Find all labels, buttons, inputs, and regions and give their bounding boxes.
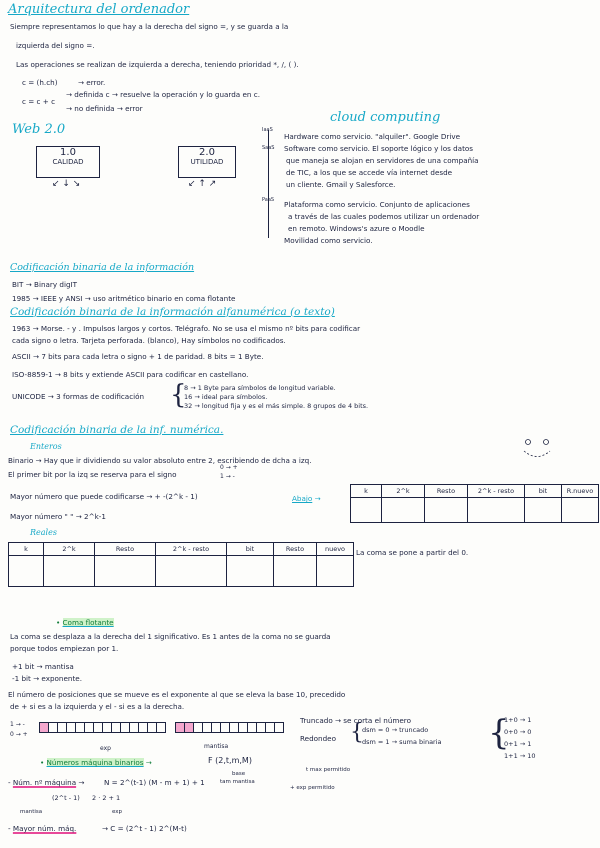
- table-header-row: [9, 543, 354, 556]
- text-line: La coma se pone a partir del 0.: [356, 548, 469, 557]
- table-header: Resto: [274, 543, 317, 556]
- table-cell: [44, 556, 95, 587]
- cloud-iaas-text: Hardware como servicio. "alquiler". Google Drive: [284, 132, 461, 141]
- unicode-form: 16 → ideal para símbolos.: [184, 393, 268, 401]
- cloud-paas-text: a través de las cuales podemos utilizar un ordenador: [288, 212, 480, 221]
- formula-note: (2^t - 1): [52, 794, 80, 802]
- sign-note: 1 → -: [220, 473, 235, 480]
- numeros-maquina-label: • Números máquina binarios →: [40, 758, 152, 767]
- table-cell: [562, 498, 599, 523]
- table-cell: [317, 556, 354, 587]
- table-cell: [156, 556, 227, 587]
- web-1-box: [36, 146, 100, 178]
- formula: c = c + c: [22, 97, 56, 106]
- bit-cell: [156, 722, 166, 733]
- formula-note: tam mantisa: [220, 779, 255, 785]
- binary-sum: 0+1 → 1: [504, 740, 532, 748]
- cloud-saas-text: que maneja se alojan en servidores de una compañía: [286, 156, 479, 165]
- formula: c = (h.ch): [22, 78, 58, 87]
- cloud-maas-text: Movilidad como servicio.: [284, 236, 373, 245]
- formula-note: t max permitido: [306, 767, 351, 773]
- section-title-arquitectura: Arquitectura del ordenador: [8, 2, 190, 17]
- text-line: UNICODE → 3 formas de codificación: [12, 392, 145, 401]
- table-header: Resto: [425, 485, 468, 498]
- machine-formula: F (2,t,m,M): [208, 756, 252, 765]
- mayor-label: - Mayor núm. máq.: [8, 824, 77, 833]
- table-header: 2^k - resto: [468, 485, 525, 498]
- text-line: -1 bit → exponente.: [12, 674, 82, 683]
- formula-result: → error.: [78, 78, 106, 87]
- arrows-icon: ↙ ↓ ↘: [52, 179, 81, 189]
- table-cell: [425, 498, 468, 523]
- bit-cell: [274, 722, 284, 733]
- brace-icon: {: [350, 720, 364, 745]
- cloud-saas-text: de TIC, a los que se accede vía internet desde: [286, 168, 453, 177]
- table-header: R.nuevo: [562, 485, 599, 498]
- unicode-form: 8 → 1 Byte para símbolos de longitud variable.: [184, 384, 336, 392]
- table-cell: [525, 498, 562, 523]
- subtitle-coma-flotante-text: Coma flotante: [62, 618, 114, 627]
- text-line: cada signo o letra. Tarjeta perforada. (blanco), Hay símbolos no codificados.: [12, 336, 286, 345]
- table-cell: [351, 498, 382, 523]
- binary-sum: 0+0 → 0: [504, 728, 532, 736]
- paas-tag: PaaS: [262, 197, 275, 203]
- table-header: 2^k: [44, 543, 95, 556]
- numeros-maquina-text: Números máquina binarios: [46, 758, 144, 767]
- top-conversion-table: [350, 484, 599, 523]
- text-line: Mayor número que puede codificarse → + -(2^k - 1): [10, 492, 198, 501]
- text-line: La coma se desplaza a la derecha del 1 significativo. Es 1 antes de la coma no se guarda: [10, 632, 331, 641]
- sign-note: 0 → +: [10, 731, 28, 738]
- mayor-formula: → C = (2^t - 1) 2^(M-t): [102, 824, 187, 833]
- text-line: BIT → Binary digIT: [12, 280, 78, 289]
- section-title-alfanumerica: Codificación binaria de la información alfanumérica (o texto): [10, 306, 335, 318]
- formula-note: base: [232, 771, 246, 777]
- cloud-saas-text: Software como servicio. El soporte lógico y los datos: [284, 144, 474, 153]
- text-line: El número de posiciones que se mueve es el exponente al que se eleva la base 10, precedido: [8, 690, 346, 699]
- text-line: Siempre representamos lo que hay a la derecha del signo =, y se guarda a la: [10, 22, 289, 31]
- formula-branch: → definida c → resuelve la operación y lo guarda en c.: [66, 90, 260, 99]
- formula-note: exp: [112, 809, 123, 815]
- num-max-formula: N = 2^(t-1) (M - m + 1) + 1: [104, 778, 205, 787]
- formula-branch: → no definida → error: [66, 104, 143, 113]
- table-cell: [468, 498, 525, 523]
- table-cell: [227, 556, 274, 587]
- formula-note: 2 · 2 + 1: [92, 794, 121, 802]
- table-header: k: [351, 485, 382, 498]
- subtitle-reales: Reales: [30, 528, 57, 537]
- table-row: [351, 498, 599, 523]
- subtitle-enteros: Enteros: [30, 442, 62, 451]
- label-abajo-text: Abajo: [292, 494, 313, 503]
- mayor-text: Mayor núm. máq.: [12, 824, 77, 833]
- section-title-cloud: cloud computing: [330, 110, 441, 125]
- bottom-conversion-table: [8, 542, 354, 587]
- table-header: bit: [227, 543, 274, 556]
- formula-note: + exp permitido: [290, 785, 335, 791]
- table-header: nuevo: [317, 543, 354, 556]
- smiley-doodle-icon: [520, 436, 554, 462]
- text-line: porque todos empiezan por 1.: [10, 644, 119, 653]
- text-line: El primer bit por la izq se reserva para el signo: [8, 470, 177, 479]
- text-line: de + si es a la izquierda y el - si es a la derecha.: [10, 702, 185, 711]
- truncado-text: Truncado → se corta el número: [300, 716, 412, 725]
- text-line: 1985 → IEEE y ANSI → uso aritmético binario en coma flotante: [12, 294, 236, 303]
- table-header: bit: [525, 485, 562, 498]
- brace-icon: {: [488, 713, 510, 753]
- unicode-form: 32 → longitud fija y es el más simple. 8 grupos de 4 bits.: [184, 402, 369, 410]
- binary-sum: 1+1 → 10: [504, 752, 536, 760]
- table-cell: [95, 556, 156, 587]
- mantisa-label: mantisa: [204, 743, 229, 750]
- table-row: [9, 556, 354, 587]
- brace-icon: {: [170, 380, 187, 410]
- cloud-paas-text: Plataforma como servicio. Conjunto de aplicaciones: [284, 200, 470, 209]
- text-line: izquierda del signo =.: [16, 41, 95, 50]
- text-line: +1 bit → mantisa: [12, 662, 74, 671]
- web-2-label: UTILIDAD: [190, 158, 224, 166]
- sign-note: 1 → -: [10, 721, 25, 728]
- table-header: k: [9, 543, 44, 556]
- mantisa-bit-cells: [176, 722, 284, 733]
- table-header: 2^k: [382, 485, 425, 498]
- text-line: ASCII → 7 bits para cada letra o signo + 1 de paridad. 8 bits = 1 Byte.: [12, 352, 264, 361]
- saas-tag: SaaS: [262, 145, 275, 151]
- redondeo-label: Redondeo: [300, 734, 336, 743]
- text-line: 1963 → Morse. - y . Impulsos largos y cortos. Telégrafo. No se usa el mismo nº bits para codificar: [12, 324, 361, 333]
- num-max-text: Núm. nº máquina: [12, 778, 77, 787]
- table-header: 2^k - resto: [156, 543, 227, 556]
- table-cell: [274, 556, 317, 587]
- exp-bit-cells: [40, 722, 166, 733]
- arrows-icon: ↙ ↑ ↗: [188, 179, 217, 189]
- subtitle-coma-flotante: • Coma flotante: [56, 618, 114, 627]
- cloud-paas-text: en remoto. Windows's azure o Moodle: [288, 224, 425, 233]
- web-2-number: 2.0: [199, 147, 215, 158]
- text-line: Las operaciones se realizan de izquierda a derecha, teniendo prioridad *, /, ( ).: [16, 60, 299, 69]
- web-1-number: 1.0: [60, 147, 76, 158]
- iaas-tag: IaaS: [262, 127, 273, 133]
- sign-note: 0 → +: [220, 464, 238, 471]
- exp-label: exp: [100, 745, 111, 752]
- web-2-box: [178, 146, 236, 178]
- formula-note: mantisa: [20, 809, 43, 815]
- section-title-web: Web 2.0: [12, 122, 66, 137]
- table-cell: [382, 498, 425, 523]
- web-1-label: CALIDAD: [52, 158, 84, 166]
- section-title-numerica: Codificación binaria de la inf. numérica.: [10, 424, 224, 436]
- table-cell: [9, 556, 44, 587]
- text-line: Mayor número " " → 2^k-1: [10, 512, 106, 521]
- section-title-binaria: Codificación binaria de la información: [10, 262, 195, 273]
- text-line: ISO-8859-1 → 8 bits y extiende ASCII para codificar en castellano.: [12, 370, 249, 379]
- binary-sum: 1+0 → 1: [504, 716, 532, 724]
- redondeo-case: dsm = 0 → truncado: [362, 726, 429, 734]
- cloud-saas-text: un cliente. Gmail y Salesforce.: [286, 180, 396, 189]
- text-line: Binario → Hay que ir dividiendo su valor absoluto entre 2, escribiendo de dcha a izq.: [8, 456, 312, 465]
- redondeo-case: dsm = 1 → suma binaria: [362, 738, 442, 746]
- label-abajo: Abajo →: [292, 494, 321, 503]
- table-header-row: [351, 485, 599, 498]
- num-max-label: - Núm. nº máquina →: [8, 778, 85, 787]
- table-header: Resto: [95, 543, 156, 556]
